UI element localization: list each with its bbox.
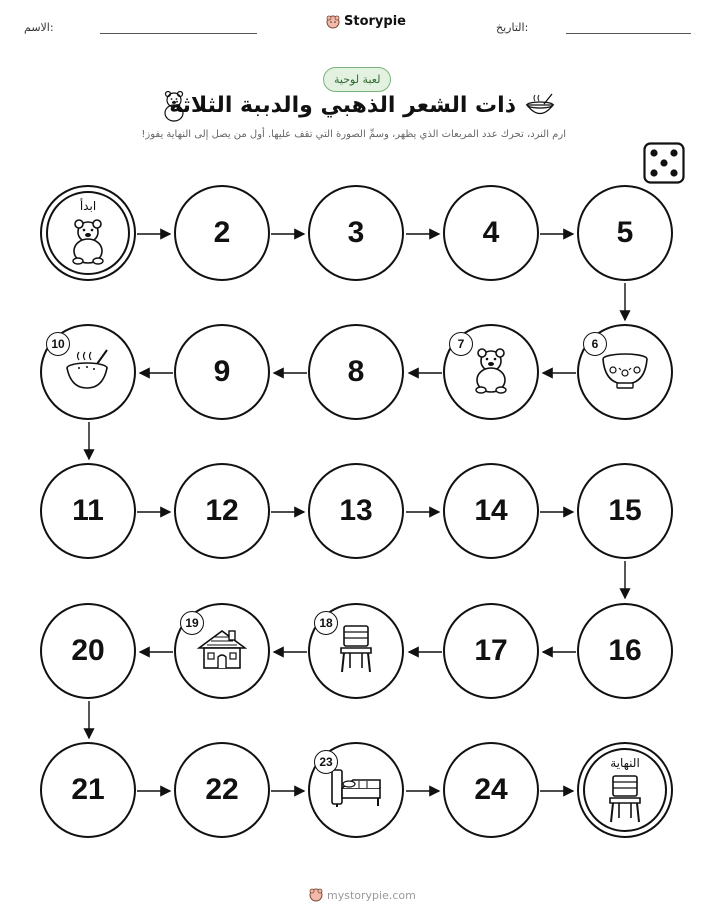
bear-icon	[66, 217, 110, 269]
space-number: 21	[71, 773, 105, 806]
board-space-4	[443, 185, 539, 281]
space-number-badge: 19	[180, 611, 204, 635]
start-label: ابدأ	[79, 199, 97, 213]
bed-icon	[329, 768, 383, 812]
board-space-11	[40, 463, 136, 559]
board-space-23	[308, 742, 404, 838]
page-title: ذات الشعر الذهبي والدببة الثلاثة	[169, 93, 516, 118]
footer-site: mystorypie.com	[327, 888, 416, 902]
board-space-2	[174, 185, 270, 281]
space-number: 4	[482, 216, 500, 249]
space-number: 3	[347, 216, 365, 249]
board-space-15	[577, 463, 673, 559]
board-space-16	[577, 603, 673, 699]
board-space-12	[174, 463, 270, 559]
space-number: 24	[474, 773, 508, 806]
name-label: الاسم:	[24, 21, 54, 34]
space-number-badge: 10	[46, 332, 70, 356]
storypie-logo-icon	[309, 888, 323, 902]
space-number-badge: 7	[449, 332, 473, 356]
board-space-13	[308, 463, 404, 559]
board-space-18	[308, 603, 404, 699]
space-number: 9	[213, 355, 231, 388]
space-number: 22	[205, 773, 239, 806]
bowl-icon	[599, 350, 651, 394]
board-space-21	[40, 742, 136, 838]
space-number: 14	[474, 494, 508, 527]
space-number-badge: 18	[314, 611, 338, 635]
board-space-5	[577, 185, 673, 281]
space-number: 20	[71, 634, 105, 667]
game-type-badge: لعبة لوحية	[323, 67, 391, 92]
board-space-22	[174, 742, 270, 838]
board-space-14	[443, 463, 539, 559]
board-space-6	[577, 324, 673, 420]
space-number: 13	[339, 494, 373, 527]
board-space-8	[308, 324, 404, 420]
space-number: 2	[213, 216, 231, 249]
space-number: 17	[474, 634, 508, 667]
instructions-text: ارم النرد، تحرك عدد المربعات الذي يظهر، وسمِّ الصورة التي تقف عليها. أول من يصل إلى النهاية يفوز!	[141, 129, 566, 140]
board-space-3	[308, 185, 404, 281]
footer	[309, 888, 416, 902]
space-number: 5	[616, 216, 634, 249]
board-space-17	[443, 603, 539, 699]
chair-icon	[607, 774, 643, 828]
finish-label: النهاية	[610, 756, 640, 770]
board-space-10	[40, 324, 136, 420]
cottage-icon	[197, 628, 247, 674]
board-space-19	[174, 603, 270, 699]
space-number-badge: 6	[583, 332, 607, 356]
space-number-badge: 23	[314, 750, 338, 774]
brand-name: Storypie	[344, 14, 406, 29]
chair-icon	[338, 624, 374, 678]
space-number: 11	[72, 494, 104, 527]
start-space	[40, 185, 136, 281]
board-space-24	[443, 742, 539, 838]
space-number: 16	[608, 634, 642, 667]
board-space-9	[174, 324, 270, 420]
space-number: 15	[608, 494, 642, 527]
board-space-7	[443, 324, 539, 420]
finish-space	[577, 742, 673, 838]
board-space-20	[40, 603, 136, 699]
space-number: 12	[205, 494, 239, 527]
bear-icon	[469, 346, 513, 398]
date-label: التاريخ:	[496, 21, 529, 34]
porridge-icon	[63, 348, 113, 396]
space-number: 8	[347, 355, 365, 388]
